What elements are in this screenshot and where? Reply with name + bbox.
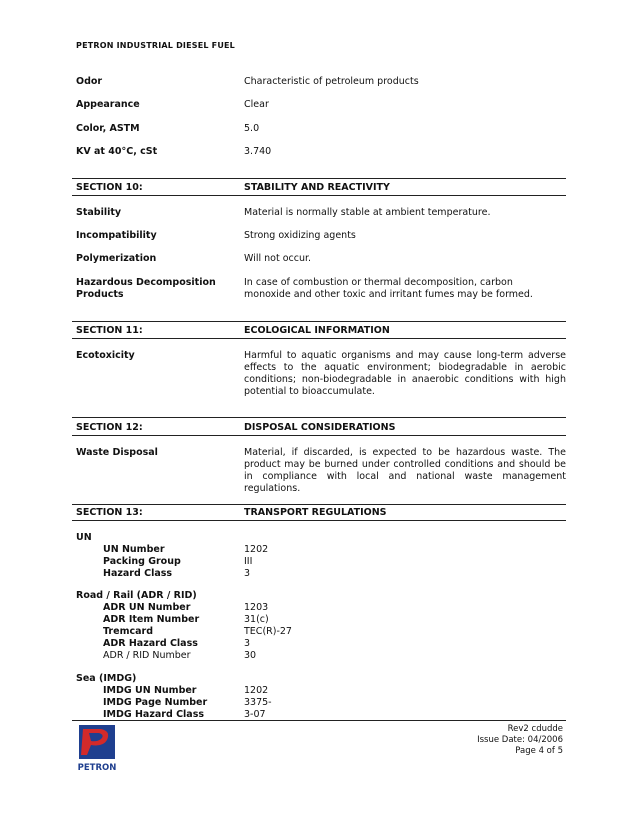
imdg-hazard-class-value: 3-07 — [244, 709, 266, 720]
imdg-hazard-class-label: IMDG Hazard Class — [103, 709, 205, 720]
section-divider-top — [72, 321, 566, 322]
section-divider-bottom — [72, 338, 566, 339]
odor-value: Characteristic of petroleum products — [244, 76, 419, 87]
petron-logo-icon — [77, 725, 117, 759]
hazard-class-label: Hazard Class — [103, 568, 173, 579]
un-heading: UN — [76, 532, 92, 543]
stability-value: Material is normally stable at ambient temperature. — [244, 207, 491, 218]
waste-disposal-label: Waste Disposal — [76, 447, 158, 458]
ecotoxicity-value: Harmful to aquatic organisms and may cause long-term adverse effects to the aquatic environment; biodegradable in aerobic conditions; non-biodegradable in anaerobic conditions with high potential to bioaccumulate. — [244, 350, 566, 397]
ecotoxicity-label: Ecotoxicity — [76, 350, 135, 361]
imdg-un-number-value: 1202 — [244, 685, 269, 696]
incompatibility-label: Incompatibility — [76, 230, 157, 241]
adr-rid-number-value: 30 — [244, 650, 257, 661]
section-13-title: TRANSPORT REGULATIONS — [244, 507, 387, 518]
appearance-value: Clear — [244, 99, 269, 110]
packing-group-label: Packing Group — [103, 556, 181, 567]
adr-rid-number-label: ADR / RID Number — [103, 650, 191, 661]
waste-disposal-value: Material, if discarded, is expected to be hazardous waste. The product may be burned under controlled conditions and should be in compliance with local and national waste management regulations. — [244, 447, 566, 494]
color-astm-value: 5.0 — [244, 123, 260, 134]
petron-logo — [77, 725, 117, 771]
section-divider-top — [72, 417, 566, 418]
polymerization-label: Polymerization — [76, 253, 157, 264]
document-title: PETRON INDUSTRIAL DIESEL FUEL — [76, 41, 235, 50]
sea-imdg-heading: Sea (IMDG) — [76, 673, 137, 684]
adr-un-number-value: 1203 — [244, 602, 269, 613]
incompatibility-value: Strong oxidizing agents — [244, 230, 356, 241]
section-11-number: SECTION 11: — [76, 325, 143, 336]
section-12-title: DISPOSAL CONSIDERATIONS — [244, 422, 396, 433]
hazardous-decomposition-label-line2: Products — [76, 289, 124, 300]
issue-date-text: Issue Date: 04/2006 — [477, 735, 563, 745]
appearance-label: Appearance — [76, 99, 140, 110]
adr-un-number-label: ADR UN Number — [103, 602, 191, 613]
tremcard-label: Tremcard — [103, 626, 153, 637]
section-10-title: STABILITY AND REACTIVITY — [244, 182, 390, 193]
adr-hazard-class-value: 3 — [244, 638, 251, 649]
page-number-text: Page 4 of 5 — [515, 746, 563, 756]
road-rail-heading: Road / Rail (ADR / RID) — [76, 590, 197, 601]
stability-label: Stability — [76, 207, 122, 218]
imdg-un-number-label: IMDG UN Number — [103, 685, 197, 696]
tremcard-value: TEC(R)-27 — [244, 626, 292, 637]
section-divider-bottom — [72, 195, 566, 196]
packing-group-value: III — [244, 556, 253, 567]
hazardous-decomposition-value-line1: In case of combustion or thermal decomposition, carbon — [244, 277, 513, 288]
logo-text: PETRON — [77, 763, 117, 773]
section-10-number: SECTION 10: — [76, 182, 143, 193]
footer-divider — [72, 720, 566, 721]
section-divider-bottom — [72, 435, 566, 436]
imdg-page-number-value: 3375- — [244, 697, 272, 708]
adr-item-number-label: ADR Item Number — [103, 614, 200, 625]
adr-item-number-value: 31(c) — [244, 614, 269, 625]
revision-text: Rev2 cdudde — [507, 724, 563, 734]
un-number-value: 1202 — [244, 544, 269, 555]
hazardous-decomposition-label-line1: Hazardous Decomposition — [76, 277, 216, 288]
section-12-number: SECTION 12: — [76, 422, 143, 433]
section-divider-top — [72, 178, 566, 179]
section-divider-bottom — [72, 520, 566, 521]
polymerization-value: Will not occur. — [244, 253, 312, 264]
imdg-page-number-label: IMDG Page Number — [103, 697, 208, 708]
hazardous-decomposition-value-line2: monoxide and other toxic and irritant fumes may be formed. — [244, 289, 533, 300]
section-13-number: SECTION 13: — [76, 507, 143, 518]
odor-label: Odor — [76, 76, 103, 87]
hazard-class-value: 3 — [244, 568, 251, 579]
kv-label: KV at 40°C, cSt — [76, 146, 158, 157]
section-11-title: ECOLOGICAL INFORMATION — [244, 325, 390, 336]
color-astm-label: Color, ASTM — [76, 123, 140, 134]
adr-hazard-class-label: ADR Hazard Class — [103, 638, 198, 649]
section-divider-top — [72, 504, 566, 505]
un-number-label: UN Number — [103, 544, 165, 555]
kv-value: 3.740 — [244, 146, 272, 157]
